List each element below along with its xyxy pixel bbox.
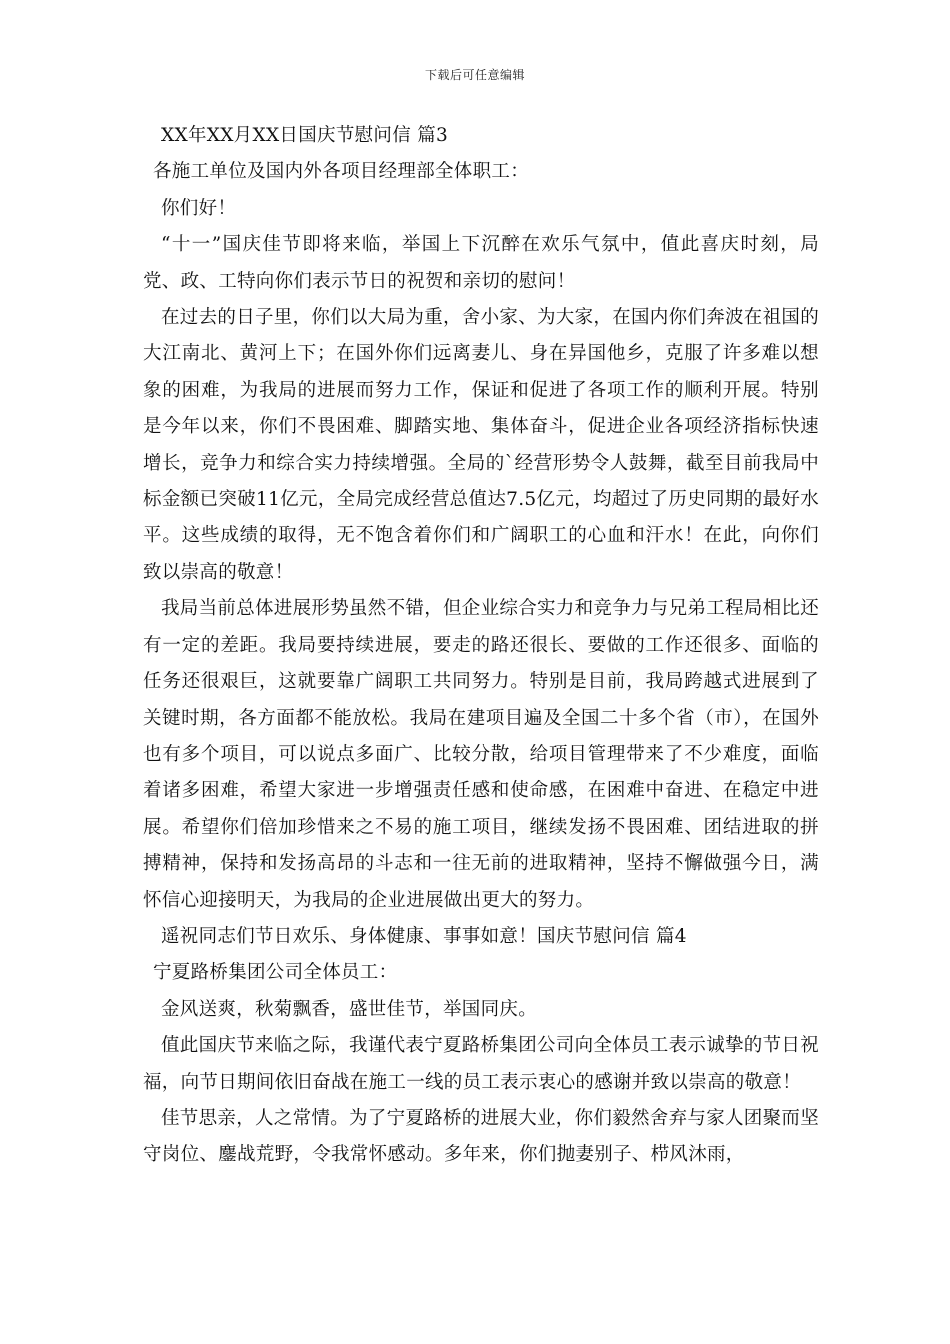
greeting-line: 你们好！: [161, 197, 237, 219]
letter-body: [143, 118, 819, 1174]
body-paragraph: 佳节思亲，人之常情。为了宁夏路桥的进展大业，你们毅然舍弃与家人团聚而坚守岗位、鏖战荒野，令我常怀感动。多年来，你们抛妻别子、栉风沐雨，: [143, 1107, 820, 1166]
body-paragraph: 值此国庆节来临之际，我谨代表宁夏路桥集团公司向全体员工表示诚挚的节日祝福，向节日期间依旧奋战在施工一线的员工表示衷心的感谢并致以崇高的敬意！: [143, 1035, 820, 1093]
body-paragraph: 我局当前总体进展形势虽然不错，但企业综合实力和竞争力与兄弟工程局相比还有一定的差距。我局要持续进展，要走的路还很长、要做的工作还很多、面临的任务还很艰巨，这就要靠广阔职工共同努力。特别是目前，我局跨越式进展到了关键时期，各方面都不能放松。我局在建项目遍及全国二十多个省（市），在国外也有多个项目，可以说点多面广、比较分散，给项目管理带来了不少难度，面临着诸多困难，希望大家进一步增强责任感和使命感，在困难中奋进、在稳定中进展。希望你们倍加珍惜来之不易的施工项目，继续发扬不畏困难、团结进取的拼搏精神，保持和发扬高昂的斗志和一往无前的进取精神，坚持不懈做强今日，满怀信心迎接明天，为我局的企业进展做出更大的努力。: [143, 598, 820, 911]
body-paragraph: 在过去的日子里，你们以大局为重，舍小家、为大家，在国内你们奔波在祖国的大江南北、黄河上下；在国外你们远离妻儿、身在异国他乡，克服了许多难以想象的困难，为我局的进展而努力工作，保证和促进了各项工作的顺利开展。特别是今年以来，你们不畏困难、脚踏实地、集体奋斗，促进企业各项经济指标快速增长，竞争力和综合实力持续增强。全局的`经营形势令人鼓舞，截至目前我局中标金额已突破11亿元，全局完成经营总值达7.5亿元，均超过了历史同期的最好水平。这些成绩的取得，无不饱含着你们和广阔职工的心血和汗水！在此，向你们致以崇高的敬意！: [143, 307, 820, 583]
letter-title-line: XX年XX月XX日国庆节慰问信 篇3: [161, 125, 449, 146]
body-paragraph: 金风送爽，秋菊飘香，盛世佳节，举国同庆。: [161, 998, 538, 1020]
salutation-line: 宁夏路桥集团公司全体员工：: [153, 962, 398, 984]
page-header-note: 下载后可任意编辑: [424, 68, 525, 82]
closing-and-title-line: 遥祝同志们节日欢乐、身体健康、事事如意！国庆节慰问信 篇4: [161, 925, 687, 947]
body-paragraph: “十一”国庆佳节即将来临，举国上下沉醉在欢乐气氛中，值此喜庆时刻，局党、政、工特向你们表示节日的祝贺和亲切的慰问！: [143, 234, 819, 292]
salutation-line: 各施工单位及国内外各项目经理部全体职工：: [153, 161, 530, 183]
